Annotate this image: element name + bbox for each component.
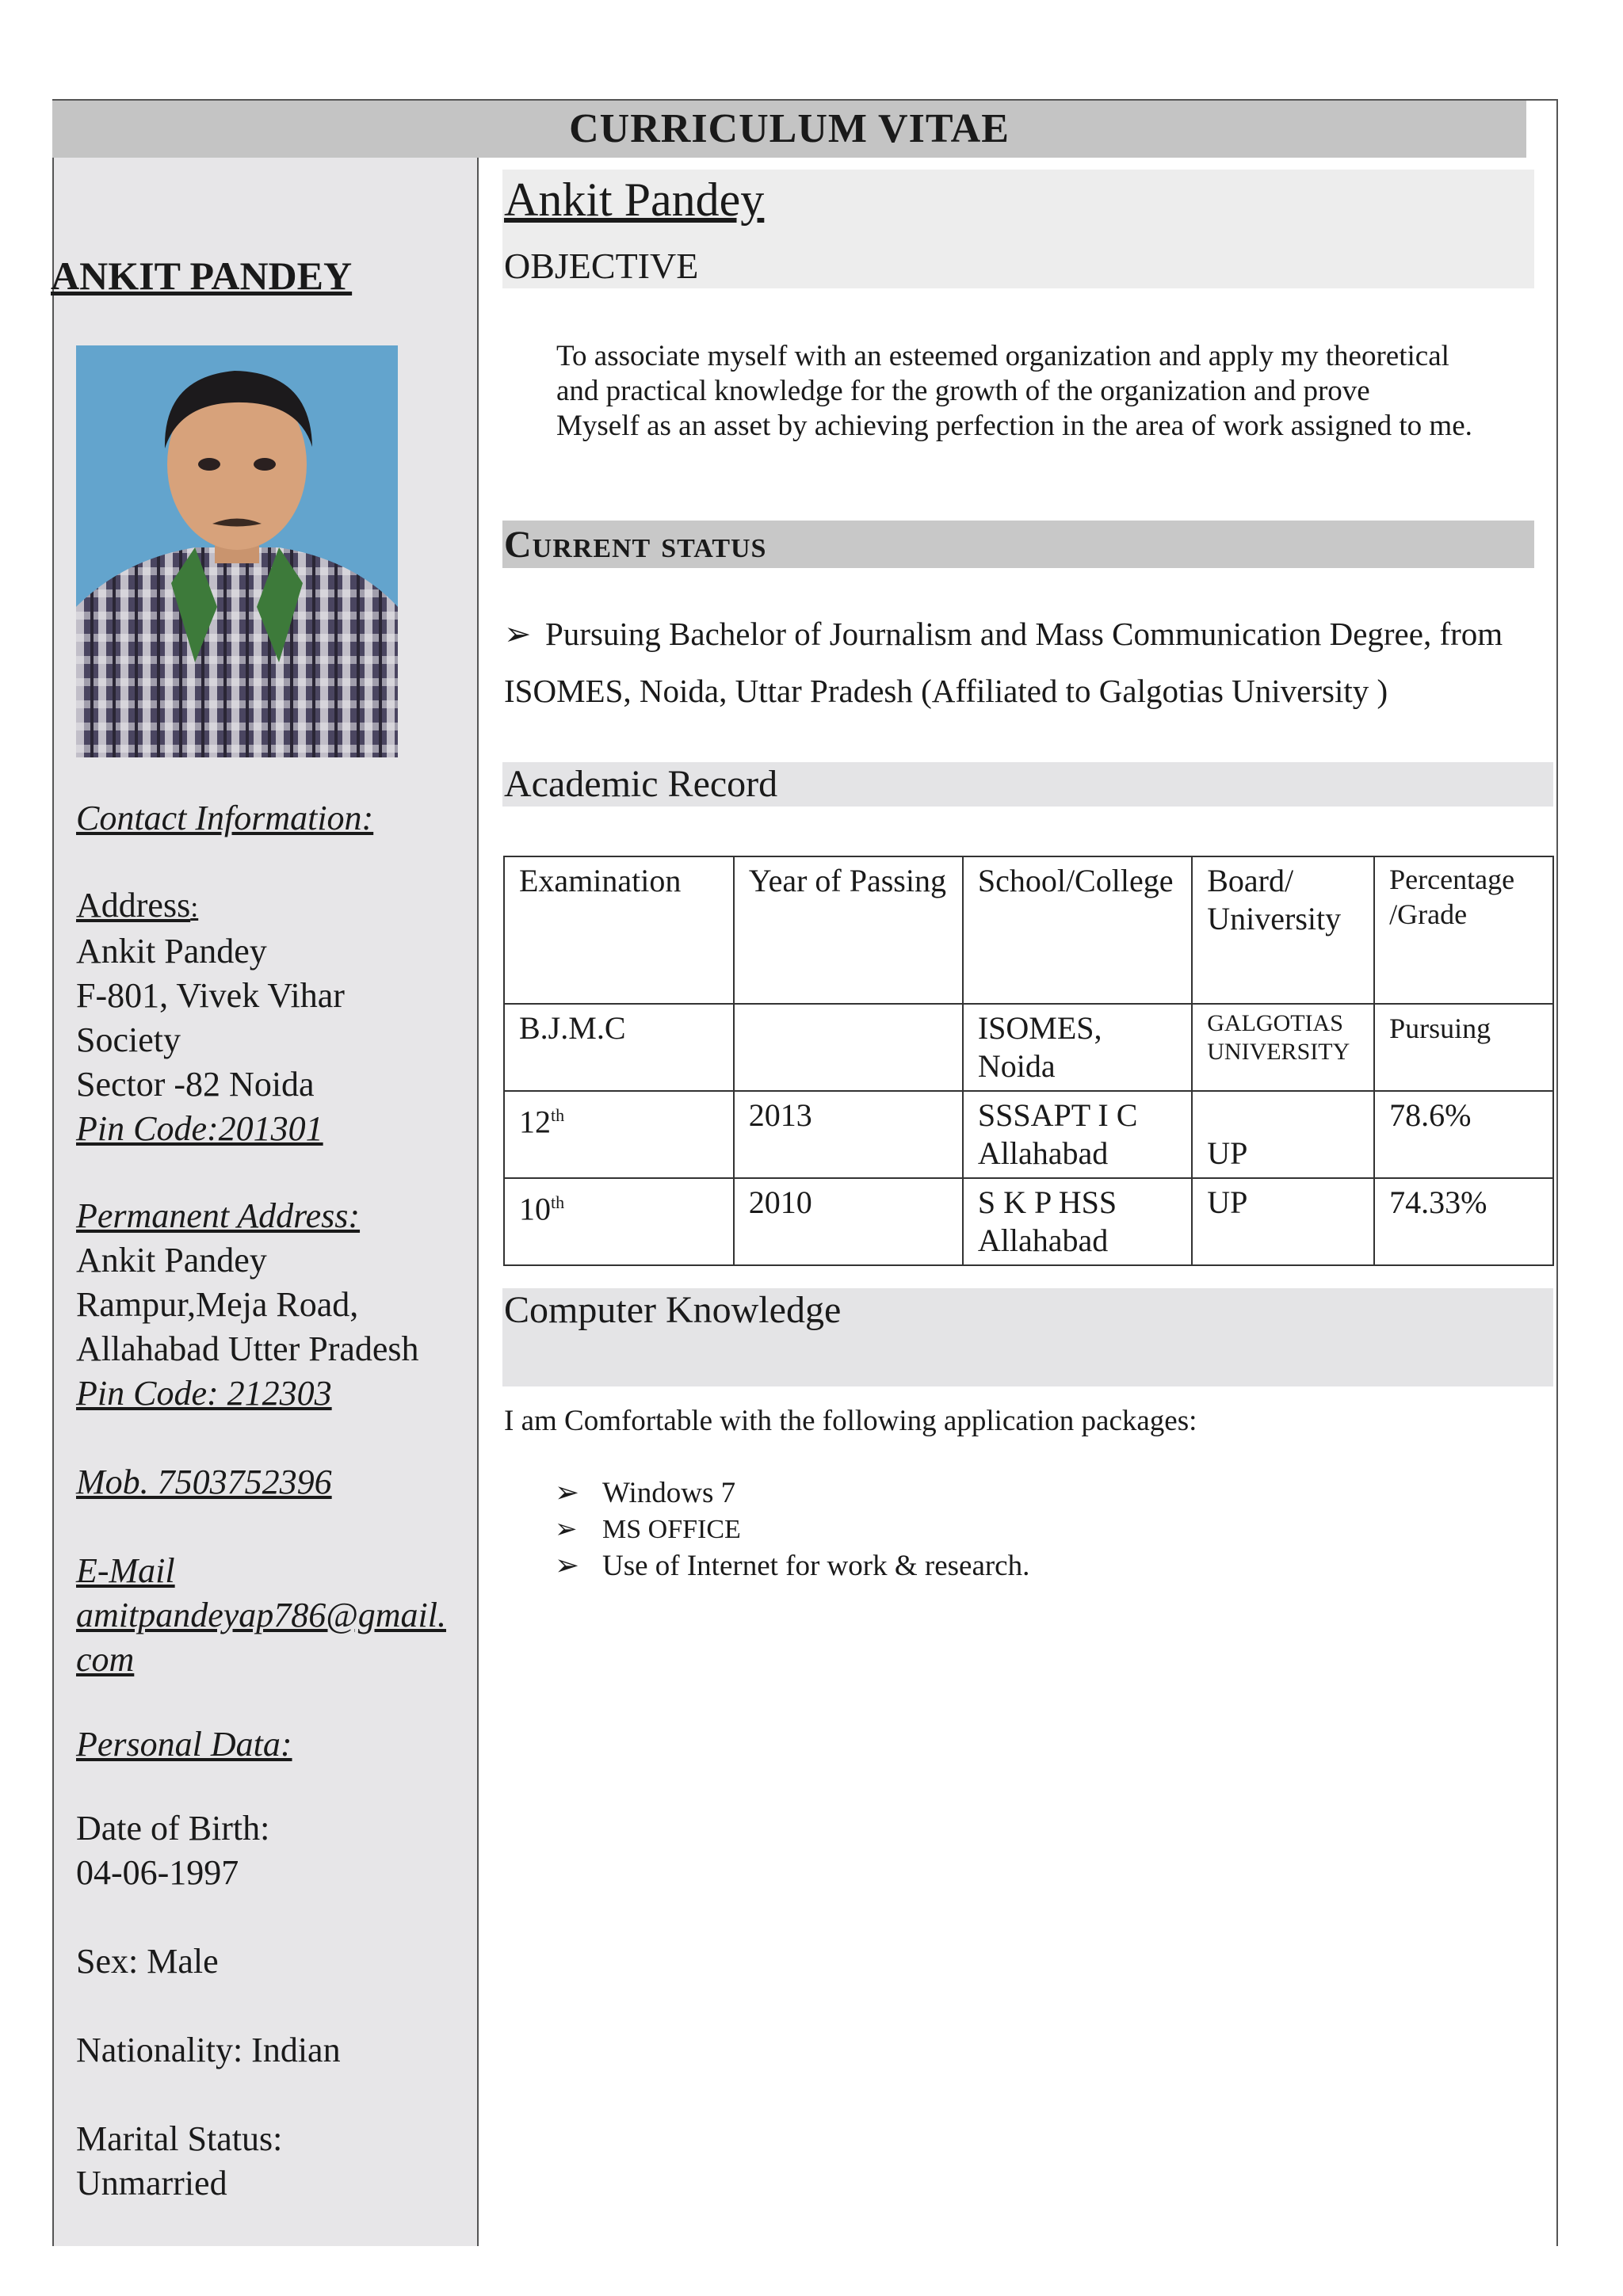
grade-cell: 78.6% (1374, 1091, 1553, 1178)
year-cell: 2013 (734, 1091, 963, 1178)
address-label: Address (76, 886, 191, 925)
objective-heading: OBJECTIVE (504, 246, 699, 286)
list-item: ➢ Windows 7 (555, 1475, 1029, 1512)
profile-photo-image (76, 345, 398, 757)
objective-text (556, 339, 1523, 444)
objective-line: and practical knowledge for the growth of the organization and prove (556, 375, 1370, 407)
board-cell: UP (1192, 1178, 1374, 1265)
profile-photo (76, 345, 398, 757)
arrow-bullet-icon: ➢ (555, 1477, 580, 1509)
list-item: ➢ Use of Internet for work & research. (555, 1548, 1029, 1585)
personal-data-fields (76, 1806, 472, 2206)
address-line: Sector -82 Noida (76, 1065, 315, 1104)
academic-heading: Academic Record (504, 763, 778, 805)
list-item: ➢ MS OFFICE (555, 1512, 1029, 1548)
address-line: F-801, Vivek Vihar (76, 976, 345, 1015)
email-section (76, 1549, 456, 1682)
computer-intro: I am Comfortable with the following application packages: (504, 1405, 1197, 1437)
mobile-number: Mob. 7503752396 (76, 1463, 332, 1501)
marital-value: Unmarried (76, 2164, 227, 2203)
board-cell: GALGOTIAS UNIVERSITY (1192, 1004, 1374, 1091)
objective-line: Myself as an asset by achieving perfection in the area of work assigned to me. (556, 410, 1472, 442)
school-cell: ISOMES, Noida (963, 1004, 1192, 1091)
table-header-cell: Percentage /Grade (1374, 856, 1553, 1004)
sidebar-name: ANKIT PANDEY (51, 254, 353, 298)
permanent-address-heading: Permanent Address: (76, 1196, 361, 1235)
address-line: Ankit Pandey (76, 932, 267, 971)
status-line: Pursuing Bachelor of Journalism and Mass Communication Degree, from (545, 616, 1503, 652)
academic-table (503, 856, 1554, 1266)
computer-heading: Computer Knowledge (504, 1289, 842, 1331)
current-status-text (504, 605, 1534, 719)
dob-label: Date of Birth: (76, 1809, 270, 1848)
nationality-value: Nationality: Indian (76, 2031, 341, 2069)
year-cell (734, 1004, 963, 1091)
address-colon: : (190, 891, 199, 923)
arrow-bullet-icon: ➢ (504, 616, 532, 652)
mobile-section (76, 1460, 472, 1505)
address-section (76, 883, 472, 1151)
table-header-row (504, 856, 1553, 1004)
arrow-bullet-icon: ➢ (555, 1515, 578, 1544)
year-cell: 2010 (734, 1178, 963, 1265)
status-line: ISOMES, Noida, Uttar Pradesh (Affiliated to Galgotias University ) (504, 673, 1388, 709)
current-status-heading: Current status (504, 524, 767, 566)
contact-section (76, 796, 472, 841)
document-title: CURRICULUM VITAE (52, 101, 1526, 158)
permanent-address-section (76, 1194, 472, 1416)
table-row (504, 1004, 1553, 1091)
school-cell: S K P HSS Allahabad (963, 1178, 1192, 1265)
grade-cell: 74.33% (1374, 1178, 1553, 1265)
exam-cell: B.J.M.C (504, 1004, 734, 1091)
computer-list (555, 1475, 1029, 1585)
permanent-address-line: Allahabad Utter Pradesh (76, 1329, 419, 1368)
exam-cell: 10th (504, 1178, 734, 1265)
pin-code: Pin Code:201301 (76, 1109, 323, 1148)
email-link[interactable]: amitpandeyap786@gmail.com (76, 1596, 446, 1679)
grade-cell: Pursuing (1374, 1004, 1553, 1091)
marital-label: Marital Status: (76, 2119, 283, 2158)
personal-data-section (76, 1722, 472, 1767)
board-cell: UP (1192, 1091, 1374, 1178)
email-label: E-Mail (76, 1551, 175, 1590)
table-row (504, 1091, 1553, 1178)
contact-heading: Contact Information: (76, 799, 374, 837)
table-header-cell: Examination (504, 856, 734, 1004)
permanent-address-line: Rampur,Meja Road, (76, 1285, 359, 1324)
table-header-cell: School/College (963, 856, 1192, 1004)
table-header-cell: Board/ University (1192, 856, 1374, 1004)
arrow-bullet-icon: ➢ (555, 1550, 580, 1582)
dob-value: 04-06-1997 (76, 1853, 239, 1892)
objective-line: To associate myself with an esteemed organization and apply my theoretical (556, 340, 1449, 372)
exam-cell: 12th (504, 1091, 734, 1178)
permanent-address-line: Ankit Pandey (76, 1241, 267, 1280)
permanent-pin-code: Pin Code: 212303 (76, 1374, 332, 1413)
address-line: Society (76, 1020, 181, 1059)
table-header-cell: Year of Passing (734, 856, 963, 1004)
sex-value: Sex: Male (76, 1942, 219, 1981)
main-name: Ankit Pandey (504, 174, 765, 226)
school-cell: SSSAPT I C Allahabad (963, 1091, 1192, 1178)
table-row (504, 1178, 1553, 1265)
personal-data-heading: Personal Data: (76, 1725, 292, 1764)
